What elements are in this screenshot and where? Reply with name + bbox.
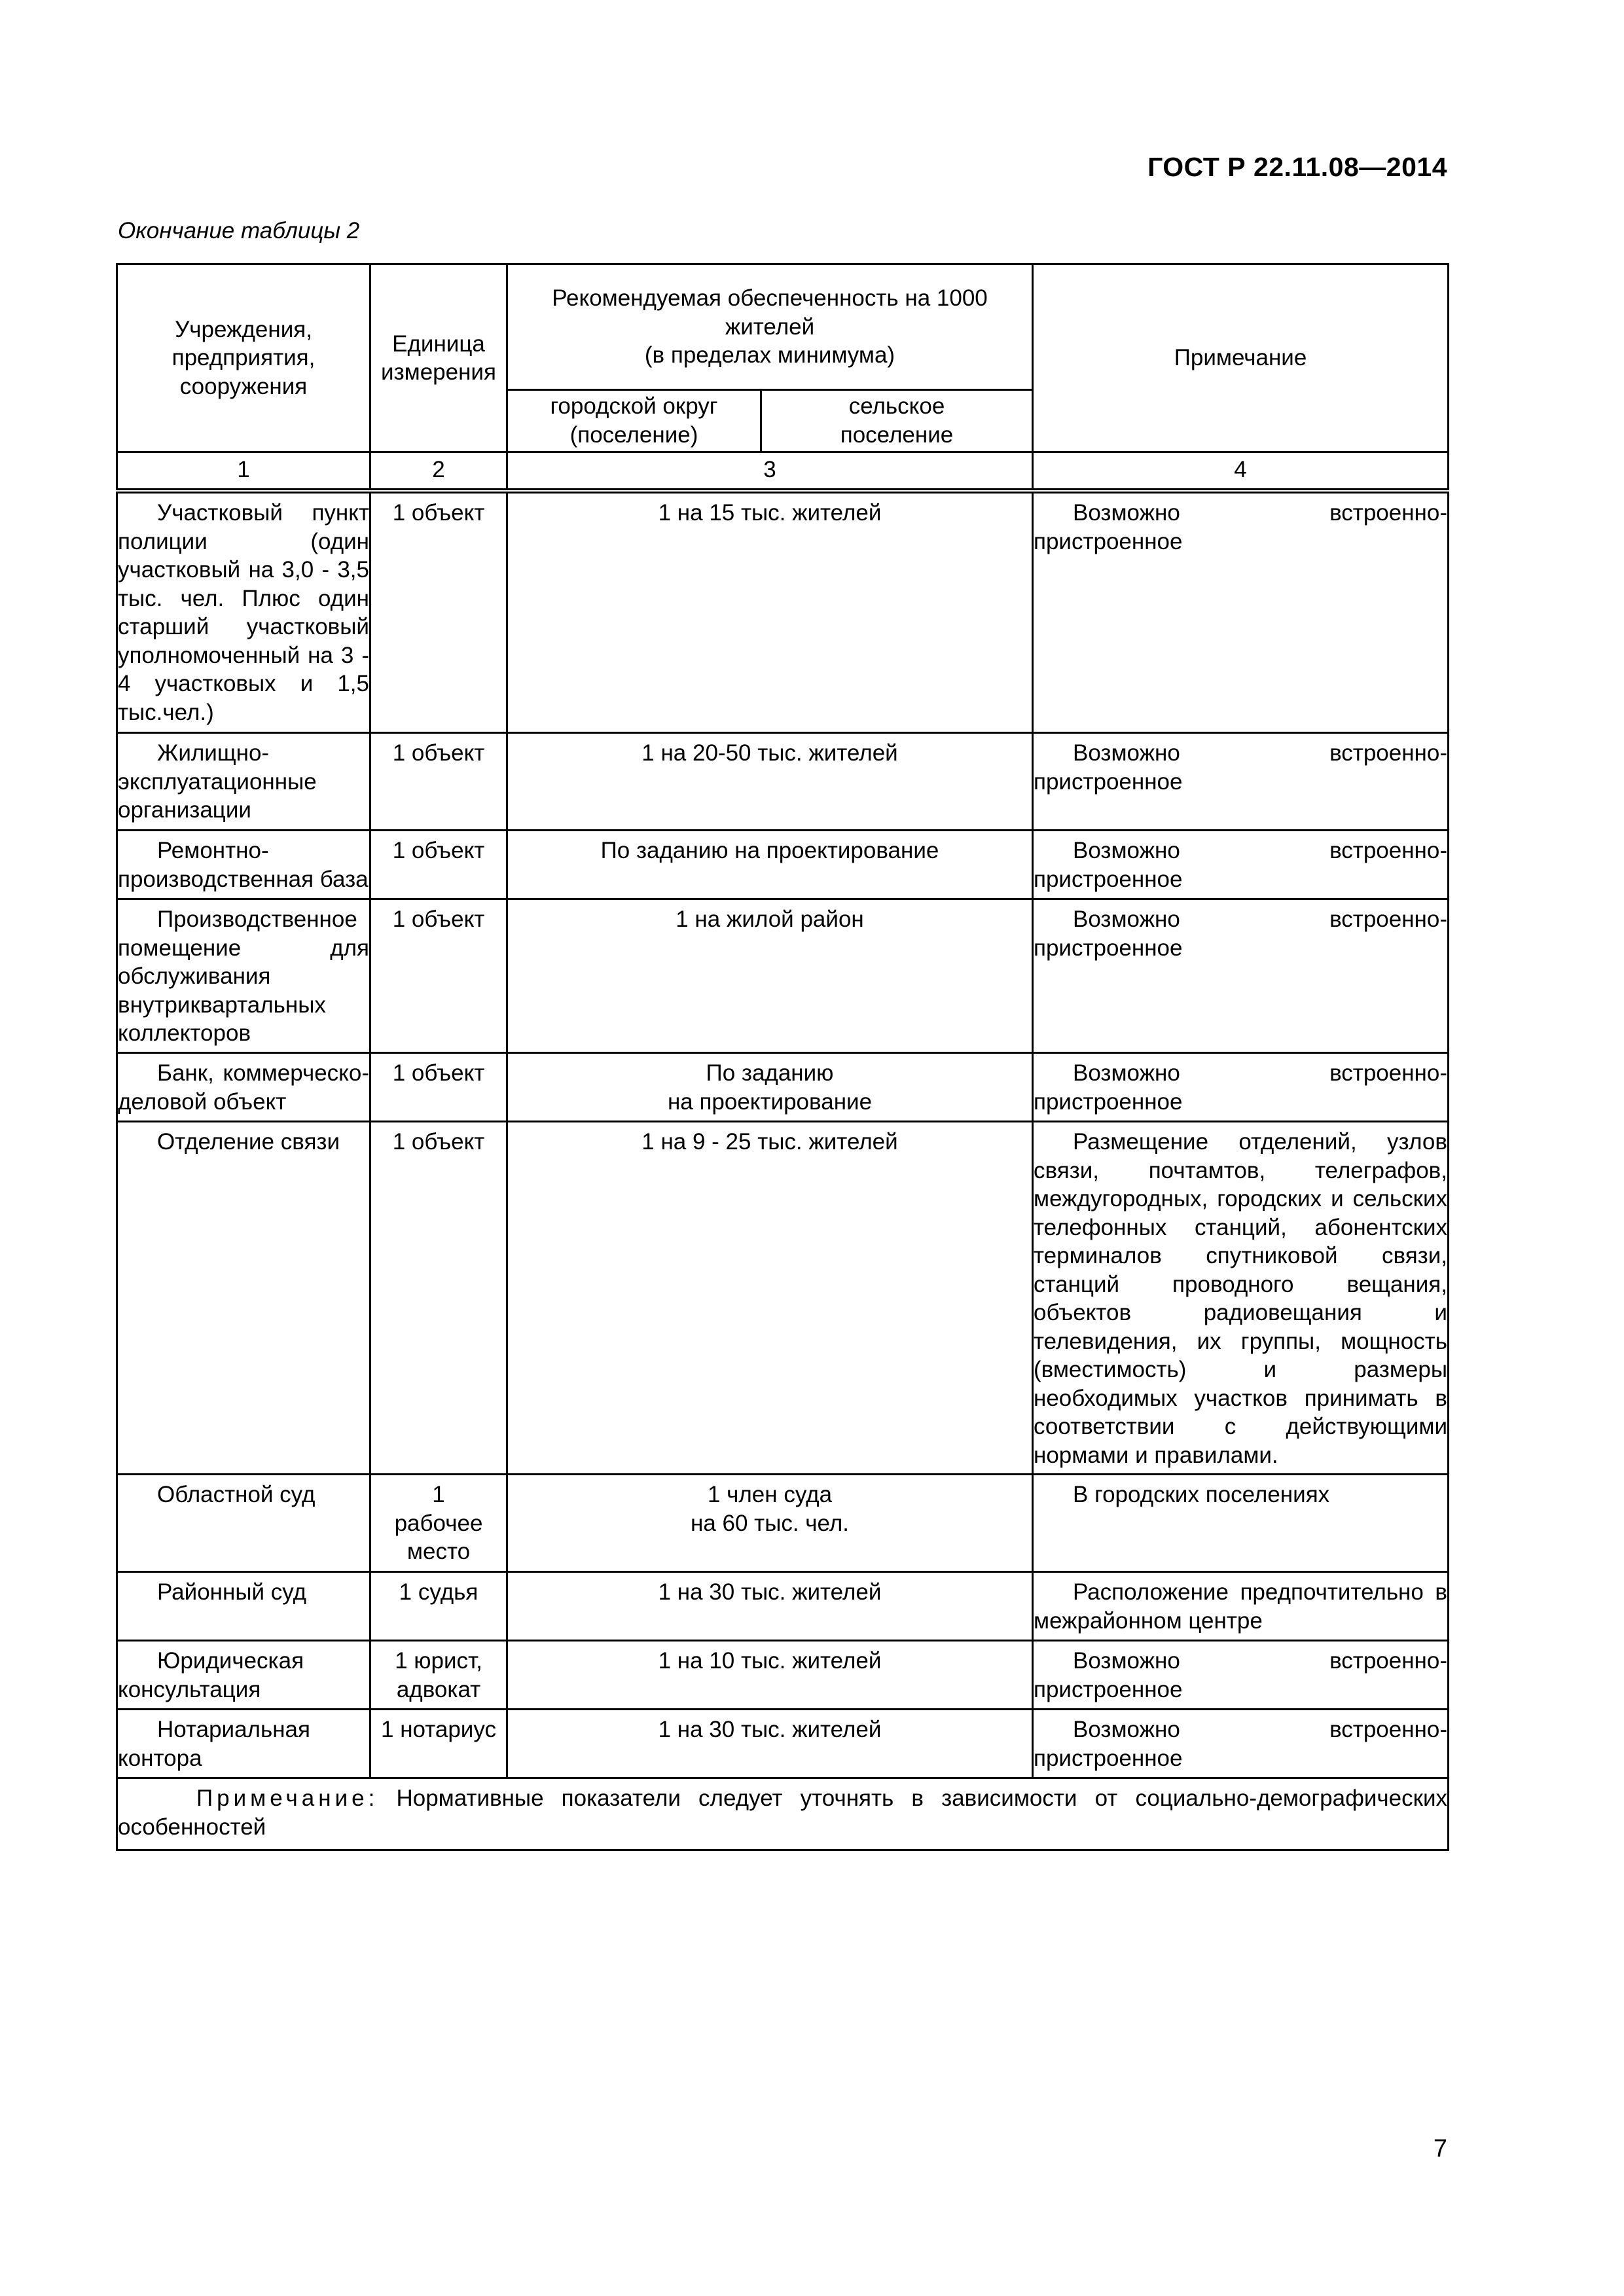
norm-cell: 1 на 15 тыс. жителей — [507, 491, 1033, 733]
unit-cell: 1 объект — [370, 1122, 507, 1475]
note-cell: Размещение отделений, узлов связи, почтамтов, телеграфов, междугородных, городских и сельских телефонных станций, абонентских терминалов спутниковой связи, станций проводного вещания, объектов радиовещания и телевидения, их группы, мощность (вместимость) и размеры необходимых участков принимать в соответствии с действующими нормами и правилами. — [1033, 1122, 1449, 1475]
table-row — [117, 1122, 1449, 1475]
table-row — [117, 1572, 1449, 1641]
table-row — [117, 1641, 1449, 1710]
footnote-text: Нормативные показатели следует уточнять в зависимости от социально-демографических особенностей — [118, 1785, 1447, 1840]
norm-cell: 1 член суда на 60 тыс. чел. — [507, 1475, 1033, 1572]
unit-cell: 1 рабочее место — [370, 1475, 507, 1572]
unit-cell: 1 объект — [370, 733, 507, 831]
table-row — [117, 1475, 1449, 1572]
facility-name: Участковый пункт полиции (один участковый на 3,0 - 3,5 тыс. чел. Плюс один старший участковый уполномоченный на 3 - 4 участковых и 1,5 тыс.чел.) — [117, 491, 370, 733]
table-footnote — [117, 1778, 1449, 1850]
table-row — [117, 831, 1449, 899]
norm-cell: 1 на 9 - 25 тыс. жителей — [507, 1122, 1033, 1475]
note-cell: Возможно встроенно-пристроенное — [1033, 733, 1449, 831]
column-number: 2 — [370, 452, 507, 492]
facility-name: Областной суд — [117, 1475, 370, 1572]
col3-header: Рекомендуемая обеспеченность на 1000 жителей (в пределах минимума) — [507, 264, 1033, 390]
col2-header: Единица измерения — [370, 264, 507, 452]
unit-cell: 1 объект — [370, 899, 507, 1053]
column-number: 4 — [1033, 452, 1449, 492]
header-row — [117, 264, 1449, 390]
norm-cell: 1 на 30 тыс. жителей — [507, 1572, 1033, 1641]
note-cell: Расположение предпочтительно в межрайонном центре — [1033, 1572, 1449, 1641]
facility-name: Ремонтно-производственная база — [117, 831, 370, 899]
norm-cell: 1 на 30 тыс. жителей — [507, 1710, 1033, 1778]
column-number: 3 — [507, 452, 1033, 492]
col3a-header: городской округ (поселение) — [507, 389, 761, 452]
table-row — [117, 491, 1449, 733]
column-number: 1 — [117, 452, 370, 492]
col1-header: Учреждения, предприятия, сооружения — [117, 264, 370, 452]
table-row — [117, 1710, 1449, 1778]
unit-cell: 1 объект — [370, 1053, 507, 1122]
facility-name: Отделение связи — [117, 1122, 370, 1475]
unit-cell: 1 объект — [370, 831, 507, 899]
table-row — [117, 733, 1449, 831]
unit-cell: 1 нотариус — [370, 1710, 507, 1778]
facility-name: Жилищно-эксплуатационные организации — [117, 733, 370, 831]
facility-name: Банк, коммерческо-деловой объект — [117, 1053, 370, 1122]
norm-cell: 1 на 10 тыс. жителей — [507, 1641, 1033, 1710]
norm-cell: 1 на жилой район — [507, 899, 1033, 1053]
table-row — [117, 899, 1449, 1053]
note-cell: Возможно встроенно-пристроенное — [1033, 899, 1449, 1053]
unit-cell: 1 объект — [370, 491, 507, 733]
note-cell: Возможно встроенно-пристроенное — [1033, 491, 1449, 733]
column-numbers-row — [117, 452, 1449, 492]
table-row — [117, 1053, 1449, 1122]
note-cell: Возможно встроенно-пристроенное — [1033, 1710, 1449, 1778]
unit-cell: 1 судья — [370, 1572, 507, 1641]
document-code: ГОСТ Р 22.11.08—2014 — [1147, 152, 1447, 182]
footnote-row — [117, 1778, 1449, 1850]
norm-cell: 1 на 20-50 тыс. жителей — [507, 733, 1033, 831]
note-cell: Возможно встроенно-пристроенное — [1033, 1641, 1449, 1710]
note-cell: Возможно встроенно-пристроенное — [1033, 831, 1449, 899]
facility-name: Районный суд — [117, 1572, 370, 1641]
norm-cell: По заданию на проектирование — [507, 831, 1033, 899]
col3b-header: сельское поселение — [761, 389, 1033, 452]
note-cell: Возможно встроенно-пристроенное — [1033, 1053, 1449, 1122]
norms-table — [116, 263, 1449, 1851]
unit-cell: 1 юрист, адвокат — [370, 1641, 507, 1710]
facility-name: Юридическая консультация — [117, 1641, 370, 1710]
page-number: 7 — [1433, 2135, 1447, 2162]
col4-header: Примечание — [1033, 264, 1449, 452]
facility-name: Производственное помещение для обслуживания внутриквартальных коллекторов — [117, 899, 370, 1053]
norm-cell: По заданию на проектирование — [507, 1053, 1033, 1122]
facility-name: Нотариальная контора — [117, 1710, 370, 1778]
table-caption: Окончание таблицы 2 — [118, 218, 360, 243]
footnote-label: Примечание: — [196, 1785, 379, 1811]
note-cell: В городских поселениях — [1033, 1475, 1449, 1572]
